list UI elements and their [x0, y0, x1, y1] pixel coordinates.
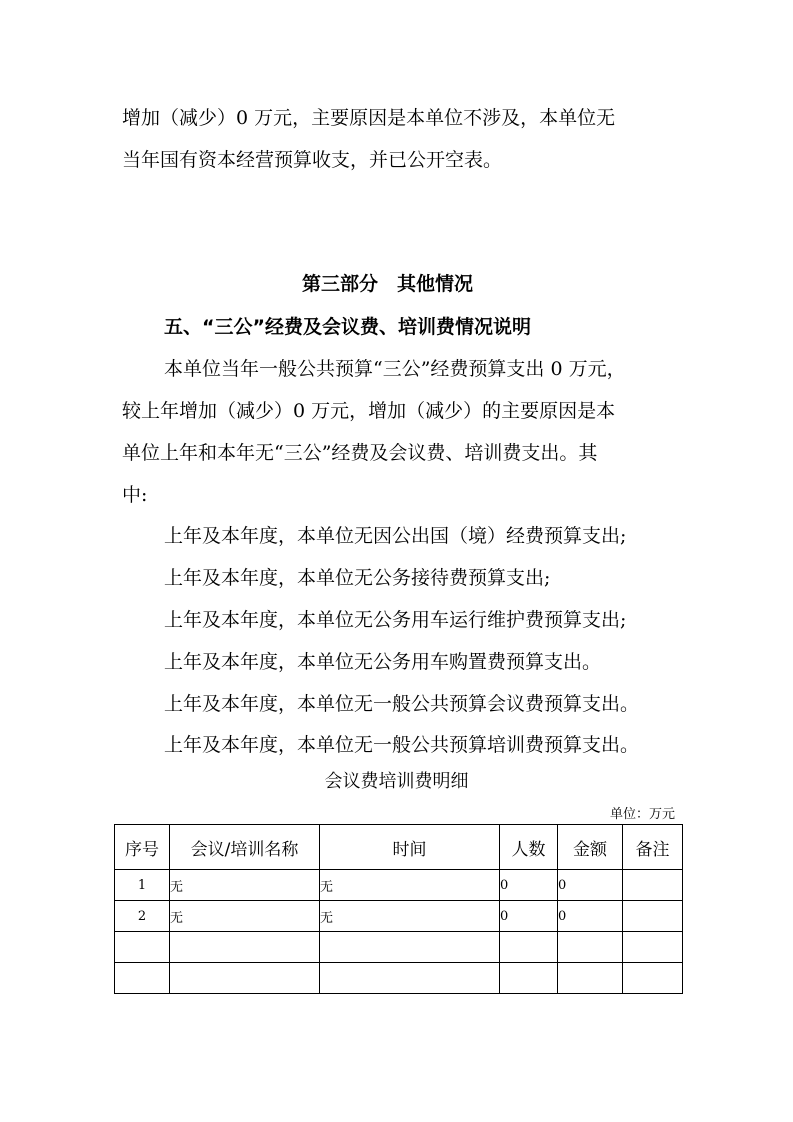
cell-name: [170, 932, 320, 963]
cell-amount: [558, 963, 623, 994]
cell-count: [500, 963, 558, 994]
table-row: [115, 870, 683, 901]
cell-count: [500, 932, 558, 963]
subsection-title: 五、“三公”经费及会议费、培训费情况说明: [164, 316, 531, 338]
body-line-1: 本单位当年一般公共预算“三公”经费预算支出 0 万元，: [164, 358, 626, 380]
table-row: [115, 932, 683, 963]
cell-count: 0: [500, 870, 558, 901]
cell-count: 0: [500, 901, 558, 932]
header-name: 会议/培训名称: [170, 825, 320, 870]
header-count: 人数: [500, 825, 558, 870]
cell-name: [170, 963, 320, 994]
cell-time: 无: [320, 870, 500, 901]
cell-remark: [623, 932, 683, 963]
item-line-6: 上年及本年度，本单位无一般公共预算培训费预算支出。: [164, 734, 640, 756]
item-line-1: 上年及本年度，本单位无因公出国（境）经费预算支出;: [164, 525, 627, 547]
cell-index: [115, 963, 170, 994]
item-line-4: 上年及本年度，本单位无公务用车购置费预算支出。: [164, 651, 602, 673]
cell-amount: 0: [558, 901, 623, 932]
cell-time: [320, 963, 500, 994]
cell-time: 无: [320, 901, 500, 932]
header-index: 序号: [115, 825, 170, 870]
cell-index: 2: [115, 901, 170, 932]
cell-remark: [623, 870, 683, 901]
cell-amount: 0: [558, 870, 623, 901]
body-line-3: 单位上年和本年无“三公”经费及会议费、培训费支出。其: [122, 442, 598, 464]
section-title: 第三部分 其他情况: [302, 273, 474, 295]
header-amount: 金额: [558, 825, 623, 870]
table-title: 会议费培训费明细: [324, 771, 469, 792]
table-row: [115, 963, 683, 994]
cell-amount: [558, 932, 623, 963]
body-line-2: 较上年增加（减少）0 万元，增加（减少）的主要原因是本: [122, 400, 616, 422]
header-time: 时间: [320, 825, 500, 870]
cell-index: 1: [115, 870, 170, 901]
intro-line-2: 当年国有资本经营预算收支，并已公开空表。: [122, 149, 503, 171]
table-row: [115, 901, 683, 932]
item-line-3: 上年及本年度，本单位无公务用车运行维护费预算支出;: [164, 609, 627, 631]
item-line-5: 上年及本年度，本单位无一般公共预算会议费预算支出。: [164, 693, 640, 715]
header-remark: 备注: [623, 825, 683, 870]
detail-table: [114, 824, 683, 994]
cell-remark: [623, 963, 683, 994]
item-line-2: 上年及本年度，本单位无公务接待费预算支出;: [164, 567, 551, 589]
table-unit: 单位：万元: [609, 807, 675, 822]
cell-name: 无: [170, 901, 320, 932]
cell-remark: [623, 901, 683, 932]
cell-time: [320, 932, 500, 963]
table-header-row: [115, 825, 683, 870]
body-line-4: 中:: [122, 484, 148, 506]
intro-line-1: 增加（减少）0 万元，主要原因是本单位不涉及，本单位无: [122, 107, 616, 129]
cell-name: 无: [170, 870, 320, 901]
cell-index: [115, 932, 170, 963]
